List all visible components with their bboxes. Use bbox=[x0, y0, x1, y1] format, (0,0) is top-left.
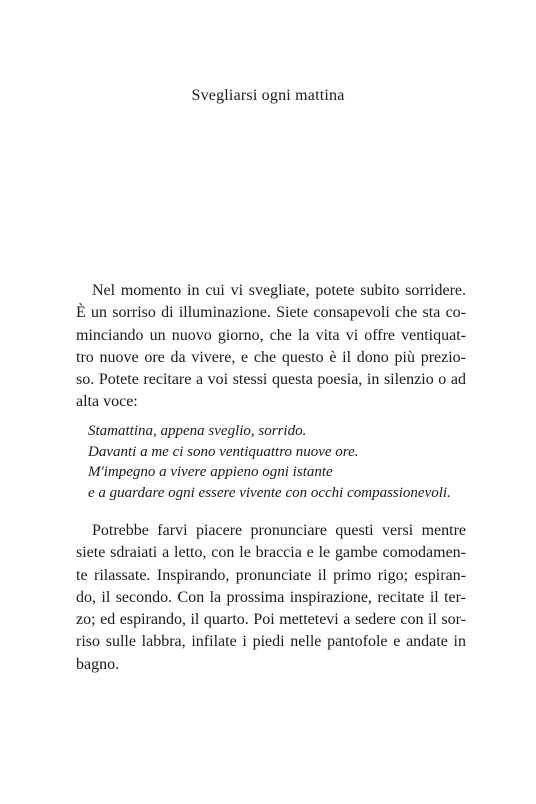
paragraph-line: siete sdraiati a letto, con le braccia e le gambe comodamen- bbox=[76, 544, 466, 562]
poem-line: M'impegno a vivere appieno ogni istante bbox=[88, 464, 333, 480]
poem-line: Davanti a me ci sono ventiquattro nuove ore. bbox=[88, 443, 359, 460]
paragraph-line: bagno. bbox=[76, 655, 120, 673]
paragraph-1 bbox=[76, 280, 466, 414]
paragraph-line: È un sorriso di illuminazione. Siete consapevoli che sta co- bbox=[76, 304, 466, 322]
poem-line: Stamattina, appena sveglio, sorrido. bbox=[88, 423, 307, 439]
paragraph-line: do, il secondo. Con la prossima inspirazione, recitate il ter- bbox=[76, 588, 466, 606]
paragraph-line: te rilassate. Inspirando, pronunciate il primo rigo; espiran- bbox=[76, 566, 466, 584]
paragraph-line: so. Potete recitare a voi stessi questa poesia, in silenzio o ad bbox=[76, 371, 466, 389]
paragraph-line: Nel momento in cui vi svegliate, potete subito sorridere. bbox=[92, 282, 466, 299]
poem bbox=[88, 421, 451, 503]
paragraph-line: alta voce: bbox=[76, 393, 138, 411]
paragraph-line: tro nuove ore da vivere, e che questo è il dono più prezio- bbox=[76, 348, 466, 366]
paragraph-line: riso sulle labbra, infilate i piedi nelle pantofole e andate in bbox=[76, 633, 466, 651]
paragraph-2 bbox=[76, 520, 466, 676]
paragraph-line: minciando un nuovo giorno, che la vita vi offre ventiquat- bbox=[76, 326, 466, 344]
chapter-title: Svegliarsi ogni mattina bbox=[191, 87, 345, 104]
paragraph-line: Potrebbe farvi piacere pronunciare questi versi mentre bbox=[92, 522, 466, 539]
poem-line: e a guardare ogni essere vivente con occhi compassionevoli. bbox=[88, 484, 451, 501]
paragraph-line: zo; ed espirando, il quarto. Poi mettetevi a sedere con il sor- bbox=[76, 611, 466, 629]
